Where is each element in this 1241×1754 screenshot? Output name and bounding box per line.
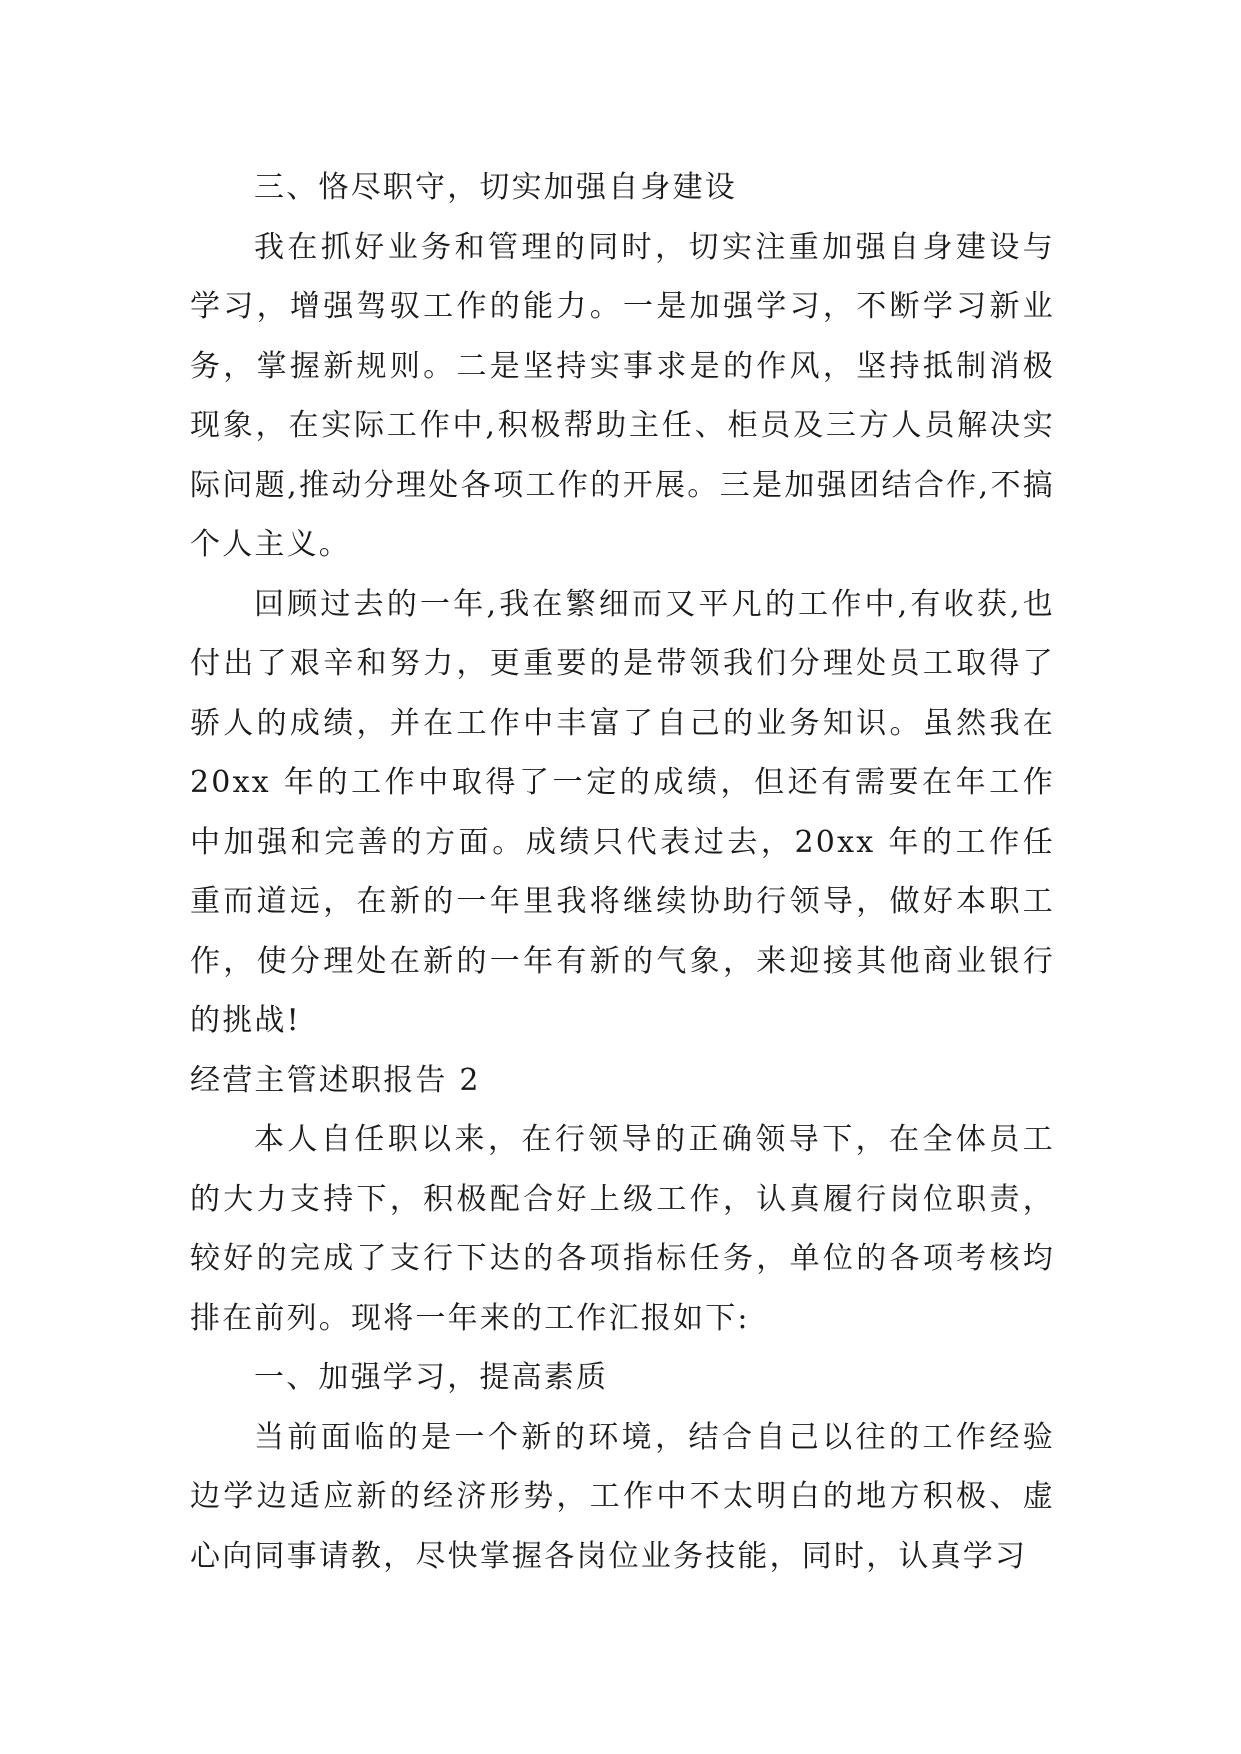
section-heading-3: 三、恪尽职守，切实加强自身建设: [254, 170, 737, 205]
paragraph-intro: 本人自任职以来，在行领导的正确领导下，在全体员工的大力支持下，积极配合好上级工作，认真履行岗位职责，较好的完成了支行下达的各项指标任务，单位的各项考核均排在前列。现将一年来的工作汇报如下:: [190, 1122, 1055, 1336]
paragraph-learning: 当前面临的是一个新的环境，结合自己以往的工作经验边学边适应新的经济形势，工作中不太明白的地方积极、虚心向同事请教，尽快掌握各岗位业务技能，同时，认真学习: [190, 1419, 1055, 1574]
report-title-2: 经营主管述职报告 2: [190, 1062, 481, 1098]
paragraph-self-development: 我在抓好业务和管理的同时，切实注重加强自身建设与学习，增强驾驭工作的能力。一是加强学习，不断学习新业务，掌握新规则。二是坚持实事求是的作风，坚持抵制消极现象，在实际工作中,积极帮助主任、柜员及三方人员解决实际问题,推动分理处各项工作的开展。三是加强团结合作,不搞个人主义。: [190, 229, 1055, 562]
paragraph-year-review: 回顾过去的一年,我在繁细而又平凡的工作中,有收获,也付出了艰辛和努力，更重要的是带领我们分理处员工取得了骄人的成绩，并在工作中丰富了自己的业务知识。虽然我在 20xx 年的工作中取得了一定的成绩，但还有需要在年工作中加强和完善的方面。成绩只代表过去，20xx 年的工作任重而道远，在新的一年里我将继续协助行领导，做好本职工作，使分理处在新的一年有新的气象，来迎接其他商业银行的挑战!: [190, 586, 1067, 1038]
section-heading-1: 一、加强学习，提高素质: [254, 1360, 609, 1395]
document-body: [190, 158, 1067, 1586]
